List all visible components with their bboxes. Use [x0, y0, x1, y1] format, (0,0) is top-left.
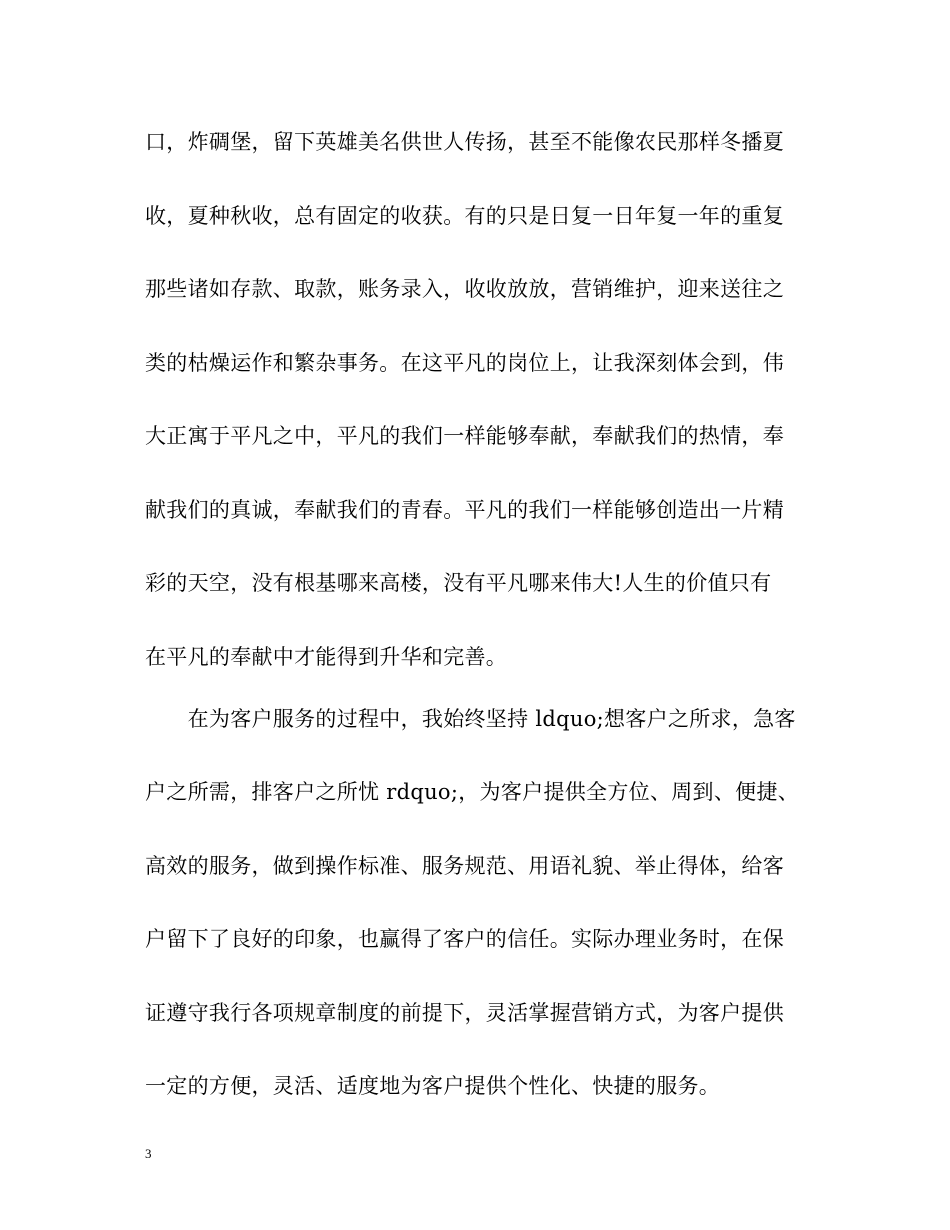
page-number: 3	[145, 1146, 152, 1161]
text-line: 户留下了良好的印象，也赢得了客户的信任。实际办理业务时，在保	[145, 927, 784, 951]
text-line: 献我们的真诚，奉献我们的青春。平凡的我们一样能够创造出一片精	[145, 498, 784, 522]
text-line: 收，夏种秋收，总有固定的收获。有的只是日复一日年复一年的重复	[145, 204, 784, 228]
text-line: 户之所需，排客户之所忧 rdquo;，为客户提供全方位、周到、便捷、	[145, 780, 800, 804]
text-line: 那些诸如存款、取款，账务录入，收收放放，营销维护，迎来送往之	[145, 277, 784, 301]
text-line: 彩的天空，没有根基哪来高楼，没有平凡哪来伟大!人生的价值只有	[145, 571, 772, 595]
text-line: 一定的方便，灵活、适度地为客户提供个性化、快捷的服务。	[145, 1074, 721, 1098]
text-line: 高效的服务，做到操作标准、服务规范、用语礼貌、举止得体，给客	[145, 854, 784, 878]
text-line: 口，炸碉堡，留下英雄美名供世人传扬，甚至不能像农民那样冬播夏	[145, 130, 784, 154]
text-line: 大正寓于平凡之中，平凡的我们一样能够奉献，奉献我们的热情，奉	[145, 424, 784, 448]
text-line: 证遵守我行各项规章制度的前提下，灵活掌握营销方式，为客户提供	[145, 1001, 784, 1025]
paragraph-first-line: 在为客户服务的过程中，我始终坚持 ldquo;想客户之所求，急客	[145, 707, 796, 731]
text-line: 在平凡的奉献中才能得到升华和完善。	[145, 645, 508, 669]
text-line: 类的枯燥运作和繁杂事务。在这平凡的岗位上，让我深刻体会到，伟	[145, 351, 784, 375]
